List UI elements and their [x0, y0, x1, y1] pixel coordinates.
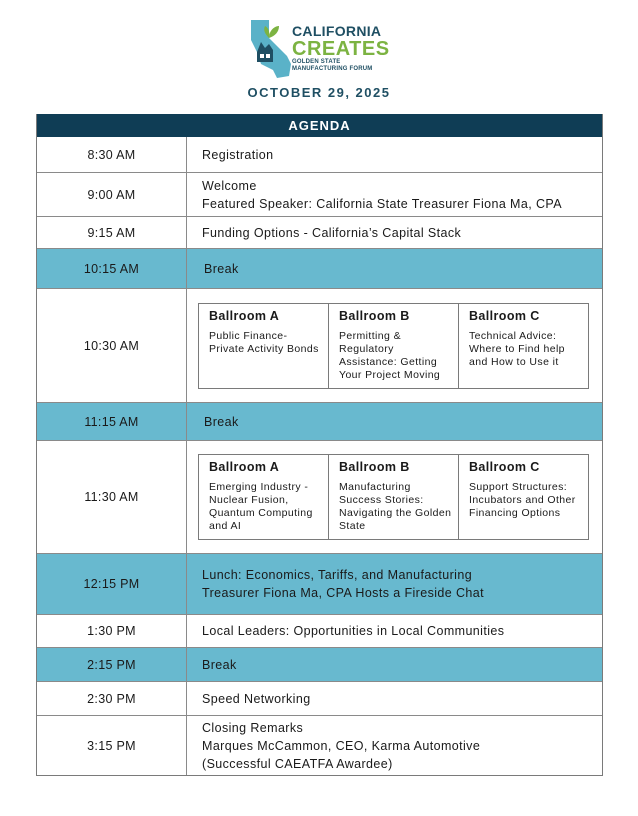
row-time: 1:30 PM [37, 615, 187, 647]
row-description [187, 249, 602, 288]
ballroom-grid [198, 303, 589, 389]
row-time: 2:15 PM [37, 648, 187, 681]
event-date: OCTOBER 29, 2025 [247, 85, 391, 100]
agenda-row [37, 216, 602, 248]
logo-text [292, 24, 402, 73]
row-time: 10:30 AM [37, 289, 187, 402]
ballroom-cell [328, 455, 458, 539]
logo-line-golden-state: GOLDEN STATE [292, 59, 341, 65]
row-text: Registration [202, 147, 274, 162]
row-time: 2:30 PM [37, 682, 187, 715]
ballroom-name: Ballroom B [339, 308, 410, 323]
row-text: Speed Networking [202, 691, 311, 706]
ballroom-session: Technical Advice: Where to Find help and How to Use it [469, 329, 565, 368]
row-description [187, 403, 602, 440]
row-time: 12:15 PM [37, 554, 187, 614]
agenda-row-breakout [37, 440, 602, 553]
row-time: 3:15 PM [37, 716, 187, 775]
ballroom-session: Emerging Industry - Nuclear Fusion, Quantum Computing and AI [209, 481, 313, 532]
row-text: Break [202, 657, 237, 672]
ballroom-cell [458, 455, 588, 539]
row-description [187, 682, 602, 715]
header [0, 0, 638, 112]
row-description [187, 173, 602, 216]
ballroom-session: Support Structures: Incubators and Other Financing Options [469, 481, 576, 519]
row-text: Welcome [202, 178, 257, 193]
row-text: Lunch: Economics, Tariffs, and Manufacturing [202, 568, 473, 582]
ballroom-name: Ballroom A [209, 308, 280, 323]
row-text: Closing Remarks [202, 720, 304, 735]
row-time: 10:15 AM [37, 249, 187, 288]
row-time: 8:30 AM [37, 137, 187, 172]
ballroom-cell [199, 304, 328, 388]
row-description [187, 217, 602, 248]
row-time: 11:30 AM [37, 441, 187, 553]
agenda-row-lunch [37, 553, 602, 614]
ballroom-grid [198, 454, 589, 540]
row-description [187, 137, 602, 172]
ballroom-name: Ballroom A [209, 460, 280, 474]
row-description [187, 648, 602, 681]
row-time: 11:15 AM [37, 403, 187, 440]
agenda-row-break [37, 647, 602, 681]
row-text: Funding Options - California’s Capital Stack [202, 225, 462, 240]
logo-line-california: CALIFORNIA [292, 23, 382, 39]
row-time: 9:15 AM [37, 217, 187, 248]
row-text: Marques McCammon, CEO, Karma Automotive [202, 738, 481, 753]
row-description [187, 716, 602, 775]
ballroom-session: Public Finance-Private Activity Bonds [209, 329, 319, 355]
agenda-title: AGENDA [37, 114, 602, 137]
agenda-row [37, 614, 602, 647]
agenda-row [37, 172, 602, 216]
ballroom-name: Ballroom C [469, 308, 540, 323]
ballroom-cell [328, 304, 458, 388]
row-text: (Successful CAEATFA Awardee) [202, 756, 393, 771]
logo [247, 18, 397, 82]
agenda-row [37, 715, 602, 775]
ballroom-session: Permitting & Regulatory Assistance: Getting Your Project Moving [339, 329, 441, 381]
row-description [187, 441, 602, 553]
row-description [187, 289, 602, 402]
row-text: Break [204, 414, 239, 429]
logo-line-forum: MANUFACTURING FORUM [292, 66, 373, 72]
row-text: Break [204, 261, 239, 276]
agenda-row [37, 681, 602, 715]
row-time: 9:00 AM [37, 173, 187, 216]
agenda-row [37, 137, 602, 172]
ballroom-session: Manufacturing Success Stories: Navigating the Golden State [339, 481, 452, 532]
agenda-row-break [37, 248, 602, 288]
row-text: Local Leaders: Opportunities in Local Communities [202, 624, 505, 638]
agenda-row-breakout [37, 288, 602, 402]
ballroom-name: Ballroom C [469, 460, 540, 474]
agenda-row-break [37, 402, 602, 440]
ballroom-cell [199, 455, 328, 539]
ballroom-name: Ballroom B [339, 460, 410, 474]
row-text: Featured Speaker: California State Treasurer Fiona Ma, CPA [202, 196, 562, 211]
logo-line-creates: CREATES [292, 38, 390, 60]
row-description [187, 554, 602, 614]
agenda-table [36, 114, 603, 776]
row-text: Treasurer Fiona Ma, CPA Hosts a Fireside Chat [202, 586, 484, 600]
ballroom-cell [458, 304, 588, 388]
row-description [187, 615, 602, 647]
